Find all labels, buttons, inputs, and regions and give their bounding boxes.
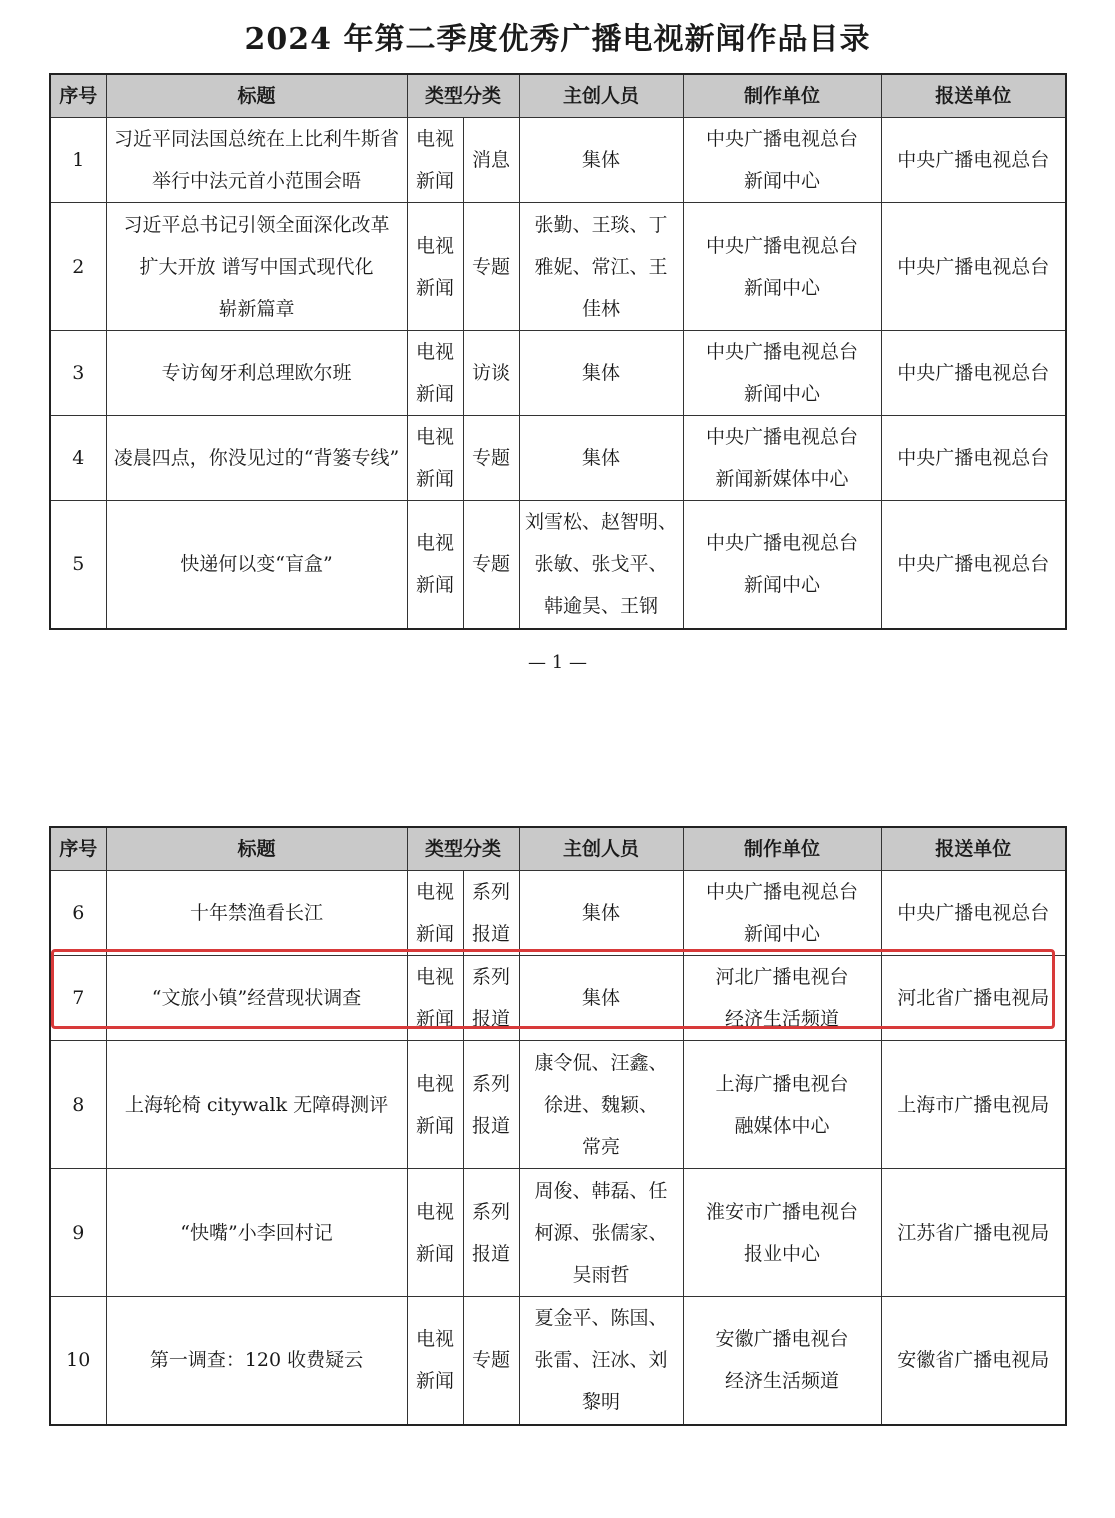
header-title: 标题 bbox=[106, 827, 407, 871]
row-creators: 康令侃、汪鑫、 徐进、魏颖、 常亮 bbox=[519, 1041, 683, 1169]
works-table-part-1 bbox=[49, 73, 1067, 630]
row-title: 凌晨四点，你没见过的“背篓专线” bbox=[106, 416, 407, 501]
header-reporter: 报送单位 bbox=[881, 827, 1066, 871]
row-type-main: 电视 新闻 bbox=[407, 331, 463, 416]
page-title: 2024 年第二季度优秀广播电视新闻作品目录 bbox=[244, 22, 871, 57]
row-creators: 夏金平、陈国、 张雷、汪冰、刘 黎明 bbox=[519, 1297, 683, 1425]
row-type-sub: 系列 报道 bbox=[463, 956, 519, 1041]
row-producer: 河北广播电视台 经济生活频道 bbox=[683, 956, 881, 1041]
row-submitter: 中央广播电视总台 bbox=[881, 331, 1066, 416]
row-type-sub: 专题 bbox=[463, 416, 519, 501]
table-row bbox=[50, 416, 1066, 501]
row-title: 习近平总书记引领全面深化改革 扩大开放 谱写中国式现代化 崭新篇章 bbox=[106, 203, 407, 331]
table-row bbox=[50, 331, 1066, 416]
row-type-main: 电视 新闻 bbox=[407, 1041, 463, 1169]
header-no: 序号 bbox=[50, 74, 106, 118]
row-type-sub: 专题 bbox=[463, 203, 519, 331]
row-type-sub: 访谈 bbox=[463, 331, 519, 416]
row-number: 6 bbox=[50, 871, 106, 956]
row-creators: 刘雪松、赵智明、 张敏、张戈平、 韩逾昊、王钢 bbox=[519, 501, 683, 629]
row-number: 4 bbox=[50, 416, 106, 501]
table-header-row bbox=[50, 74, 1066, 118]
row-producer: 安徽广播电视台 经济生活频道 bbox=[683, 1297, 881, 1425]
row-creators: 集体 bbox=[519, 956, 683, 1041]
row-title: 专访匈牙利总理欧尔班 bbox=[106, 331, 407, 416]
row-creators: 集体 bbox=[519, 331, 683, 416]
row-type-main: 电视 新闻 bbox=[407, 118, 463, 203]
row-producer: 中央广播电视总台 新闻中心 bbox=[683, 871, 881, 956]
row-title: 上海轮椅 citywalk 无障碍测评 bbox=[106, 1041, 407, 1169]
row-number: 7 bbox=[50, 956, 106, 1041]
header-type: 类型分类 bbox=[407, 74, 519, 118]
row-submitter: 中央广播电视总台 bbox=[881, 416, 1066, 501]
row-submitter: 中央广播电视总台 bbox=[881, 118, 1066, 203]
row-creators: 集体 bbox=[519, 416, 683, 501]
table-row bbox=[50, 871, 1066, 956]
page-number: — 1 — bbox=[528, 652, 587, 673]
row-producer: 中央广播电视总台 新闻中心 bbox=[683, 331, 881, 416]
row-submitter: 中央广播电视总台 bbox=[881, 203, 1066, 331]
row-creators: 集体 bbox=[519, 871, 683, 956]
table-row bbox=[50, 1041, 1066, 1169]
row-type-main: 电视 新闻 bbox=[407, 956, 463, 1041]
row-submitter: 河北省广播电视局 bbox=[881, 956, 1066, 1041]
header-reporter: 报送单位 bbox=[881, 74, 1066, 118]
row-submitter: 中央广播电视总台 bbox=[881, 871, 1066, 956]
header-people: 主创人员 bbox=[519, 827, 683, 871]
row-creators: 集体 bbox=[519, 118, 683, 203]
header-unit: 制作单位 bbox=[683, 74, 881, 118]
row-submitter: 中央广播电视总台 bbox=[881, 501, 1066, 629]
row-producer: 中央广播电视总台 新闻新媒体中心 bbox=[683, 416, 881, 501]
row-type-sub: 消息 bbox=[463, 118, 519, 203]
row-type-sub: 系列 报道 bbox=[463, 1041, 519, 1169]
row-title: “文旅小镇”经营现状调查 bbox=[106, 956, 407, 1041]
table-row bbox=[50, 118, 1066, 203]
row-creators: 张勤、王琰、丁 雅妮、常江、王 佳林 bbox=[519, 203, 683, 331]
table-row bbox=[50, 501, 1066, 629]
row-type-sub: 专题 bbox=[463, 1297, 519, 1425]
row-type-main: 电视 新闻 bbox=[407, 871, 463, 956]
header-unit: 制作单位 bbox=[683, 827, 881, 871]
row-title: 十年禁渔看长江 bbox=[106, 871, 407, 956]
row-producer: 中央广播电视总台 新闻中心 bbox=[683, 203, 881, 331]
row-type-main: 电视 新闻 bbox=[407, 416, 463, 501]
row-submitter: 江苏省广播电视局 bbox=[881, 1169, 1066, 1297]
row-number: 8 bbox=[50, 1041, 106, 1169]
row-type-main: 电视 新闻 bbox=[407, 501, 463, 629]
row-type-main: 电视 新闻 bbox=[407, 1297, 463, 1425]
row-title: “快嘴”小李回村记 bbox=[106, 1169, 407, 1297]
row-type-main: 电视 新闻 bbox=[407, 1169, 463, 1297]
row-number: 5 bbox=[50, 501, 106, 629]
table-row bbox=[50, 203, 1066, 331]
row-title: 习近平同法国总统在上比利牛斯省 举行中法元首小范围会晤 bbox=[106, 118, 407, 203]
table-row bbox=[50, 1169, 1066, 1297]
header-title: 标题 bbox=[106, 74, 407, 118]
row-creators: 周俊、韩磊、任 柯源、张儒家、 吴雨哲 bbox=[519, 1169, 683, 1297]
row-number: 2 bbox=[50, 203, 106, 331]
row-number: 9 bbox=[50, 1169, 106, 1297]
table-header-row bbox=[50, 827, 1066, 871]
row-number: 10 bbox=[50, 1297, 106, 1425]
row-type-sub: 系列 报道 bbox=[463, 871, 519, 956]
row-producer: 上海广播电视台 融媒体中心 bbox=[683, 1041, 881, 1169]
row-submitter: 上海市广播电视局 bbox=[881, 1041, 1066, 1169]
table-row bbox=[50, 956, 1066, 1041]
row-submitter: 安徽省广播电视局 bbox=[881, 1297, 1066, 1425]
header-no: 序号 bbox=[50, 827, 106, 871]
row-type-main: 电视 新闻 bbox=[407, 203, 463, 331]
row-type-sub: 专题 bbox=[463, 501, 519, 629]
table-row bbox=[50, 1297, 1066, 1425]
works-table-part-2 bbox=[49, 826, 1067, 1426]
row-title: 快递何以变“盲盒” bbox=[106, 501, 407, 629]
row-title: 第一调查：120 收费疑云 bbox=[106, 1297, 407, 1425]
header-people: 主创人员 bbox=[519, 74, 683, 118]
row-type-sub: 系列 报道 bbox=[463, 1169, 519, 1297]
header-type: 类型分类 bbox=[407, 827, 519, 871]
row-number: 3 bbox=[50, 331, 106, 416]
row-producer: 中央广播电视总台 新闻中心 bbox=[683, 501, 881, 629]
row-producer: 淮安市广播电视台 报业中心 bbox=[683, 1169, 881, 1297]
row-producer: 中央广播电视总台 新闻中心 bbox=[683, 118, 881, 203]
row-number: 1 bbox=[50, 118, 106, 203]
